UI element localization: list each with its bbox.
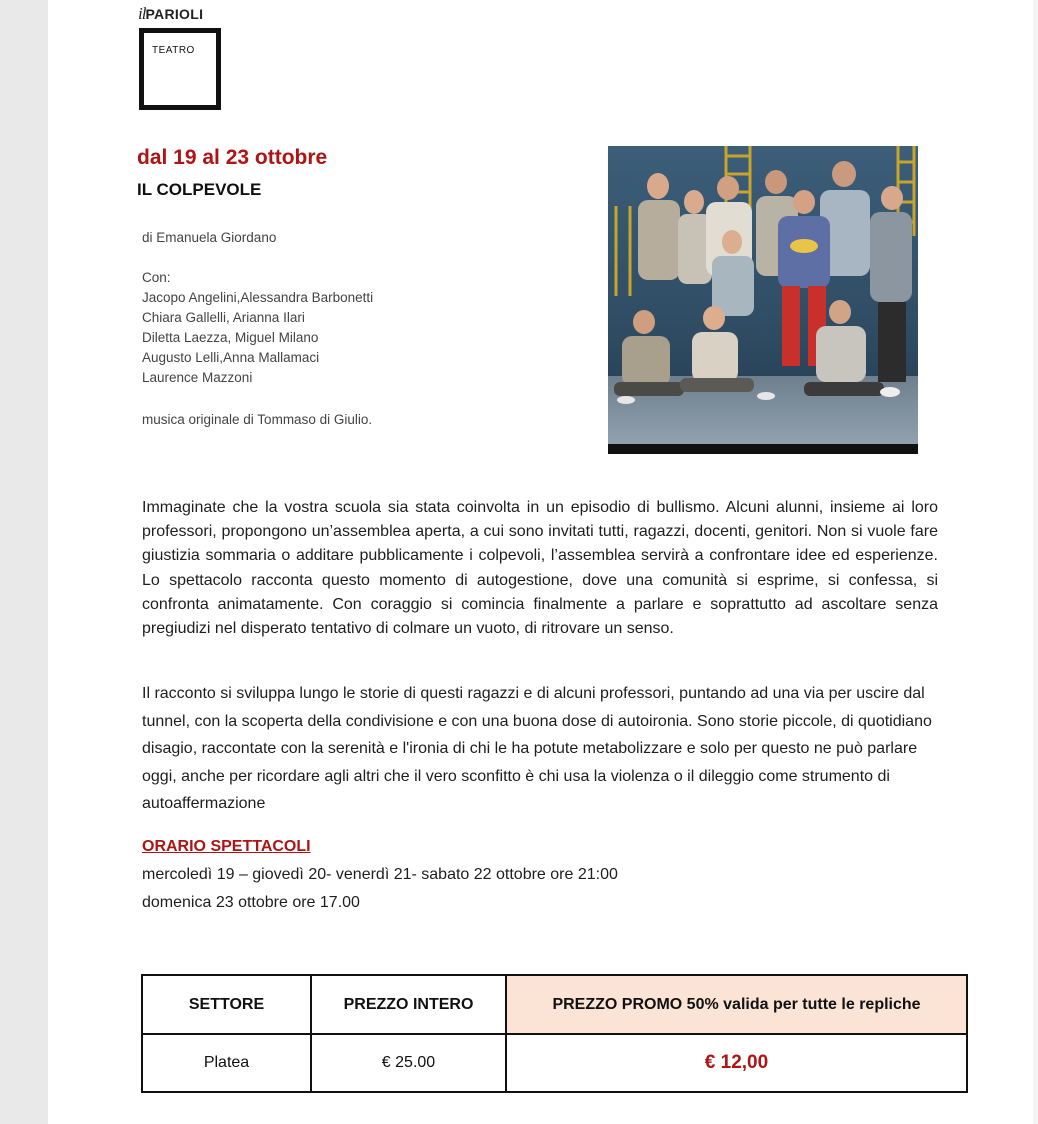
description-paragraph-2: Il racconto si sviluppa lungo le storie di questi ragazzi e di alcuni professori, puntando ad una via per uscire dal tunnel, con la scoperta della condivisione e con una buona dose di autoironia. Sono storie piccole, di quotidiano disagio, raccontate con la serenità e l'ironia di chi le ha potute metabolizzare e solo per questo ne può parlare oggi, anche per ricordare agli altri che il vero sconfitto è chi usa la violenza o il dileggio come strumento di autoaffermazione <box>142 685 932 813</box>
logo-prefix: il <box>138 4 146 23</box>
logo-box-label: TEATRO <box>152 45 195 56</box>
sector-cell: Platea <box>142 1034 311 1092</box>
full-price-cell: € 25.00 <box>311 1034 506 1092</box>
cast-line: Laurence Mazzoni <box>142 370 253 385</box>
header-promo-price: PREZZO PROMO 50% valida per tutte le repliche <box>506 975 967 1034</box>
cast-line: Diletta Laezza, Miguel Milano <box>142 330 319 345</box>
music-credit: musica originale di Tommaso di Giulio. <box>142 412 373 427</box>
header-full-price: PREZZO INTERO <box>311 975 506 1034</box>
schedule-line-sunday: domenica 23 ottobre ore 17.00 <box>142 894 360 911</box>
viewer-scroll-gutter <box>1033 0 1038 1124</box>
price-table-row <box>142 1034 967 1092</box>
schedule-line-weekday: mercoledì 19 – giovedì 20- venerdì 21- sabato 22 ottobre ore 21:00 <box>142 866 618 883</box>
price-table-header-row <box>142 975 967 1034</box>
price-table <box>141 974 968 1093</box>
schedule-heading: ORARIO SPETTACOLI <box>142 838 311 855</box>
show-title: IL COLPEVOLE <box>137 180 262 199</box>
cast-line: Jacopo Angelini,Alessandra Barbonetti <box>142 290 374 305</box>
cast-line: Augusto Lelli,Anna Mallamaci <box>142 350 320 365</box>
description-paragraph-1: Immaginate che la vostra scuola sia stata coinvolta in un episodio di bullismo. Alcuni alunni, insieme ai loro professori, propongono un’assemblea aperta, a cui sono invitati tutti, ragazzi, docenti, genitori. Non si vuole fare giustizia sommaria o additare pubblicamente i colpevoli, l’assemblea servirà a confrontare idee ed esperienze. Lo spettacolo racconta questo momento di autogestione, dove una comunità si esprime, si confessa, si confronta animatamente. Con coraggio si comincia finalmente a parlare e soprattutto ad ascoltare senza pregiudizi nel disperato tentativo di colmare un vuoto, di ritrovare un senso. <box>142 499 938 638</box>
author-credit: di Emanuela Giordano <box>142 230 277 245</box>
logo-name: PARIOLI <box>145 6 204 22</box>
cast-photo <box>608 146 918 454</box>
cast-line: Chiara Gallelli, Arianna Ilari <box>142 310 305 325</box>
logo-square <box>139 28 221 110</box>
event-dates: dal 19 al 23 ottobre <box>137 146 328 169</box>
cast-heading: Con: <box>142 270 171 285</box>
logo-wordmark <box>138 4 203 25</box>
cast-list <box>142 268 373 388</box>
header-sector: SETTORE <box>142 975 311 1034</box>
teatro-parioli-logo <box>138 4 228 114</box>
promo-price-cell: € 12,00 <box>506 1034 967 1092</box>
